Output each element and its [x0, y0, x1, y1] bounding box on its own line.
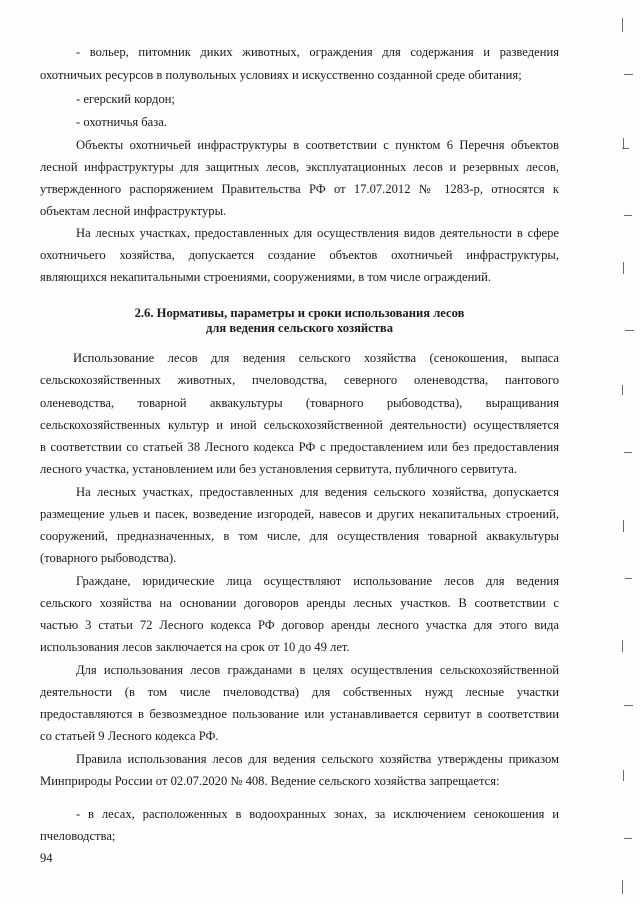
paragraph-line: На лесных участках, предоставленных для ведения сельского хозяйства, допускается: [76, 485, 559, 499]
paragraph-line: Использование лесов для ведения сельского хозяйства (сенокошения, выпаса: [73, 351, 559, 365]
paragraph-line: Правила использования лесов для ведения сельского хозяйства утверждены приказом: [76, 752, 559, 766]
paragraph-line: использования лесов заключается на срок от 10 до 49 лет.: [40, 640, 350, 654]
paragraph-line: объектам лесной инфраструктуры.: [40, 204, 227, 218]
list-item-hunting-base: - охотничья база.: [76, 115, 167, 129]
paragraph-line: сельскохозяйственных животных, пчеловодства, северного оленеводства, пантового: [40, 373, 559, 387]
paragraph-line: лесного участка, установлением или без установления сервитута, публичного сервитута.: [40, 462, 518, 476]
paragraph-line: Граждане, юридические лица осуществляют использование лесов для ведения: [76, 574, 559, 588]
paragraph-line: деятельности (в том числе пчеловодства) для собственных нужд лесные участки: [40, 685, 559, 699]
paragraph-line: частью 3 статьи 72 Лесного кодекса РФ договор аренды лесного участка для этого вида: [40, 618, 559, 632]
section-heading: 2.6. Нормативы, параметры и сроки использования лесов: [134, 306, 465, 320]
text-line: пчеловодства;: [40, 829, 116, 843]
paragraph-line: в соответствии со статьей 38 Лесного кодекса РФ с предоставлением или без предоставления: [40, 440, 559, 454]
page-number: 94: [40, 851, 53, 865]
paragraph-line: являющихся некапитальными строениями, сооружениями, в том числе ограждений.: [40, 270, 491, 284]
paragraph-line: лесной инфраструктуры для защитных лесов, эксплуатационных лесов и резервных лесов,: [40, 160, 559, 174]
paragraph-line: Для использования лесов гражданами в целях осуществления сельскохозяйственной: [76, 663, 559, 677]
paragraph-line: сельского хозяйства на основании договоров аренды лесных участков. В соответствии с: [40, 596, 559, 610]
paragraph-line: со статьей 9 Лесного кодекса РФ.: [40, 729, 219, 743]
paragraph-line: утвержденного распоряжением Правительства РФ от 17.07.2012 № 1283-р, относятся к: [40, 182, 559, 196]
scan-edge-marks: [610, 0, 640, 905]
section-heading: для ведения сельского хозяйства: [205, 321, 394, 335]
list-item-enclosure: - вольер, питомник диких животных, ограждения для содержания и разведения: [76, 45, 559, 59]
list-item-water-protection: - в лесах, расположенных в водоохранных зонах, за исключением сенокошения и: [76, 807, 559, 821]
paragraph-line: размещение ульев и пасек, возведение изгородей, навесов и других некапитальных строений,: [40, 507, 559, 521]
paragraph-line: На лесных участках, предоставленных для осуществления видов деятельности в сфере: [76, 226, 559, 240]
paragraph-line: предоставляются в безвозмездное пользование или устанавливается сервитут в соответствии: [40, 707, 559, 721]
text-line: охотничьих ресурсов в полувольных условиях и искусственно созданной среде обитания;: [40, 68, 522, 82]
paragraph-line: Объекты охотничьей инфраструктуры в соответствии с пунктом 6 Перечня объектов: [76, 138, 559, 152]
paragraph-line: сельскохозяйственных культур и иной сельскохозяйственной деятельности) осуществляется: [40, 418, 559, 432]
paragraph-line: оленеводства, товарной аквакультуры (товарного рыбоводства), выращивания: [40, 396, 559, 410]
paragraph-line: сооружений, предназначенных, в том числе, для осуществления товарной аквакультуры: [40, 529, 559, 543]
paragraph-line: (товарного рыбоводства).: [40, 551, 177, 565]
paragraph-line: охотничьего хозяйства, допускается создание объектов охотничьей инфраструктуры,: [40, 248, 559, 262]
paragraph-line: Минприроды России от 02.07.2020 № 408. Ведение сельского хозяйства запрещается:: [40, 774, 500, 788]
list-item-ranger-post: - егерский кордон;: [76, 92, 176, 106]
